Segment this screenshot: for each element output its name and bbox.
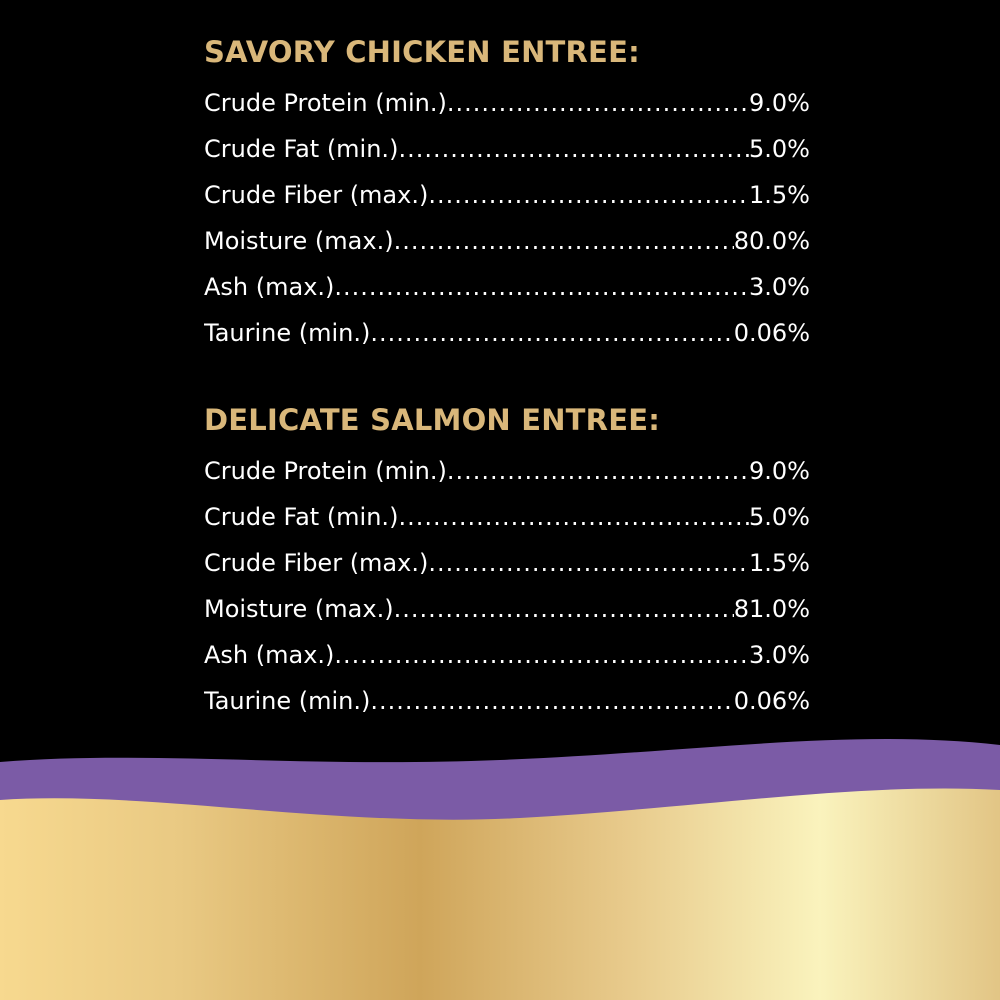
row-value: 1.5% [749,181,810,209]
analysis-row [204,448,810,494]
gold-wave-band [0,788,1000,1000]
row-label: Crude Fat (min.) [204,135,399,163]
dot-leader [394,586,734,632]
analysis-row [204,218,810,264]
dot-leader [370,678,733,724]
row-value: 5.0% [749,135,810,163]
row-label: Taurine (min.) [204,687,371,715]
row-label: Crude Protein (min.) [204,89,447,117]
section-delicate-salmon [204,402,814,724]
row-value: 9.0% [749,457,810,485]
analysis-row [204,80,810,126]
row-value: 5.0% [749,503,810,531]
row-label: Crude Protein (min.) [204,457,447,485]
section-title: DELICATE SALMON ENTREE: [204,403,661,437]
analysis-row [204,586,810,632]
row-value: 1.5% [749,549,810,577]
dot-leader [428,540,749,586]
dot-leader [398,494,749,540]
analysis-row [204,264,810,310]
row-label: Moisture (max.) [204,227,394,255]
row-label: Crude Fat (min.) [204,503,399,531]
dot-leader [334,632,749,678]
dot-leader [447,80,749,126]
dot-leader [334,264,749,310]
guaranteed-analysis-panel [204,34,814,724]
analysis-row [204,172,810,218]
section-savory-chicken [204,34,814,356]
row-label: Crude Fiber (max.) [204,181,429,209]
row-value: 3.0% [749,641,810,669]
dot-leader [447,448,749,494]
analysis-row [204,310,810,356]
section-title: SAVORY CHICKEN ENTREE: [204,35,640,69]
analysis-row [204,494,810,540]
dot-leader [398,126,749,172]
row-label: Moisture (max.) [204,595,394,623]
row-value: 0.06% [733,319,810,347]
row-value: 9.0% [749,89,810,117]
dot-leader [394,218,734,264]
analysis-row [204,678,810,724]
row-value: 81.0% [733,595,810,623]
row-value: 80.0% [733,227,810,255]
analysis-row [204,540,810,586]
row-label: Crude Fiber (max.) [204,549,429,577]
analysis-row [204,632,810,678]
analysis-row [204,126,810,172]
row-value: 0.06% [733,687,810,715]
row-label: Ash (max.) [204,273,335,301]
dot-leader [428,172,749,218]
row-value: 3.0% [749,273,810,301]
dot-leader [370,310,733,356]
row-label: Taurine (min.) [204,319,371,347]
row-label: Ash (max.) [204,641,335,669]
